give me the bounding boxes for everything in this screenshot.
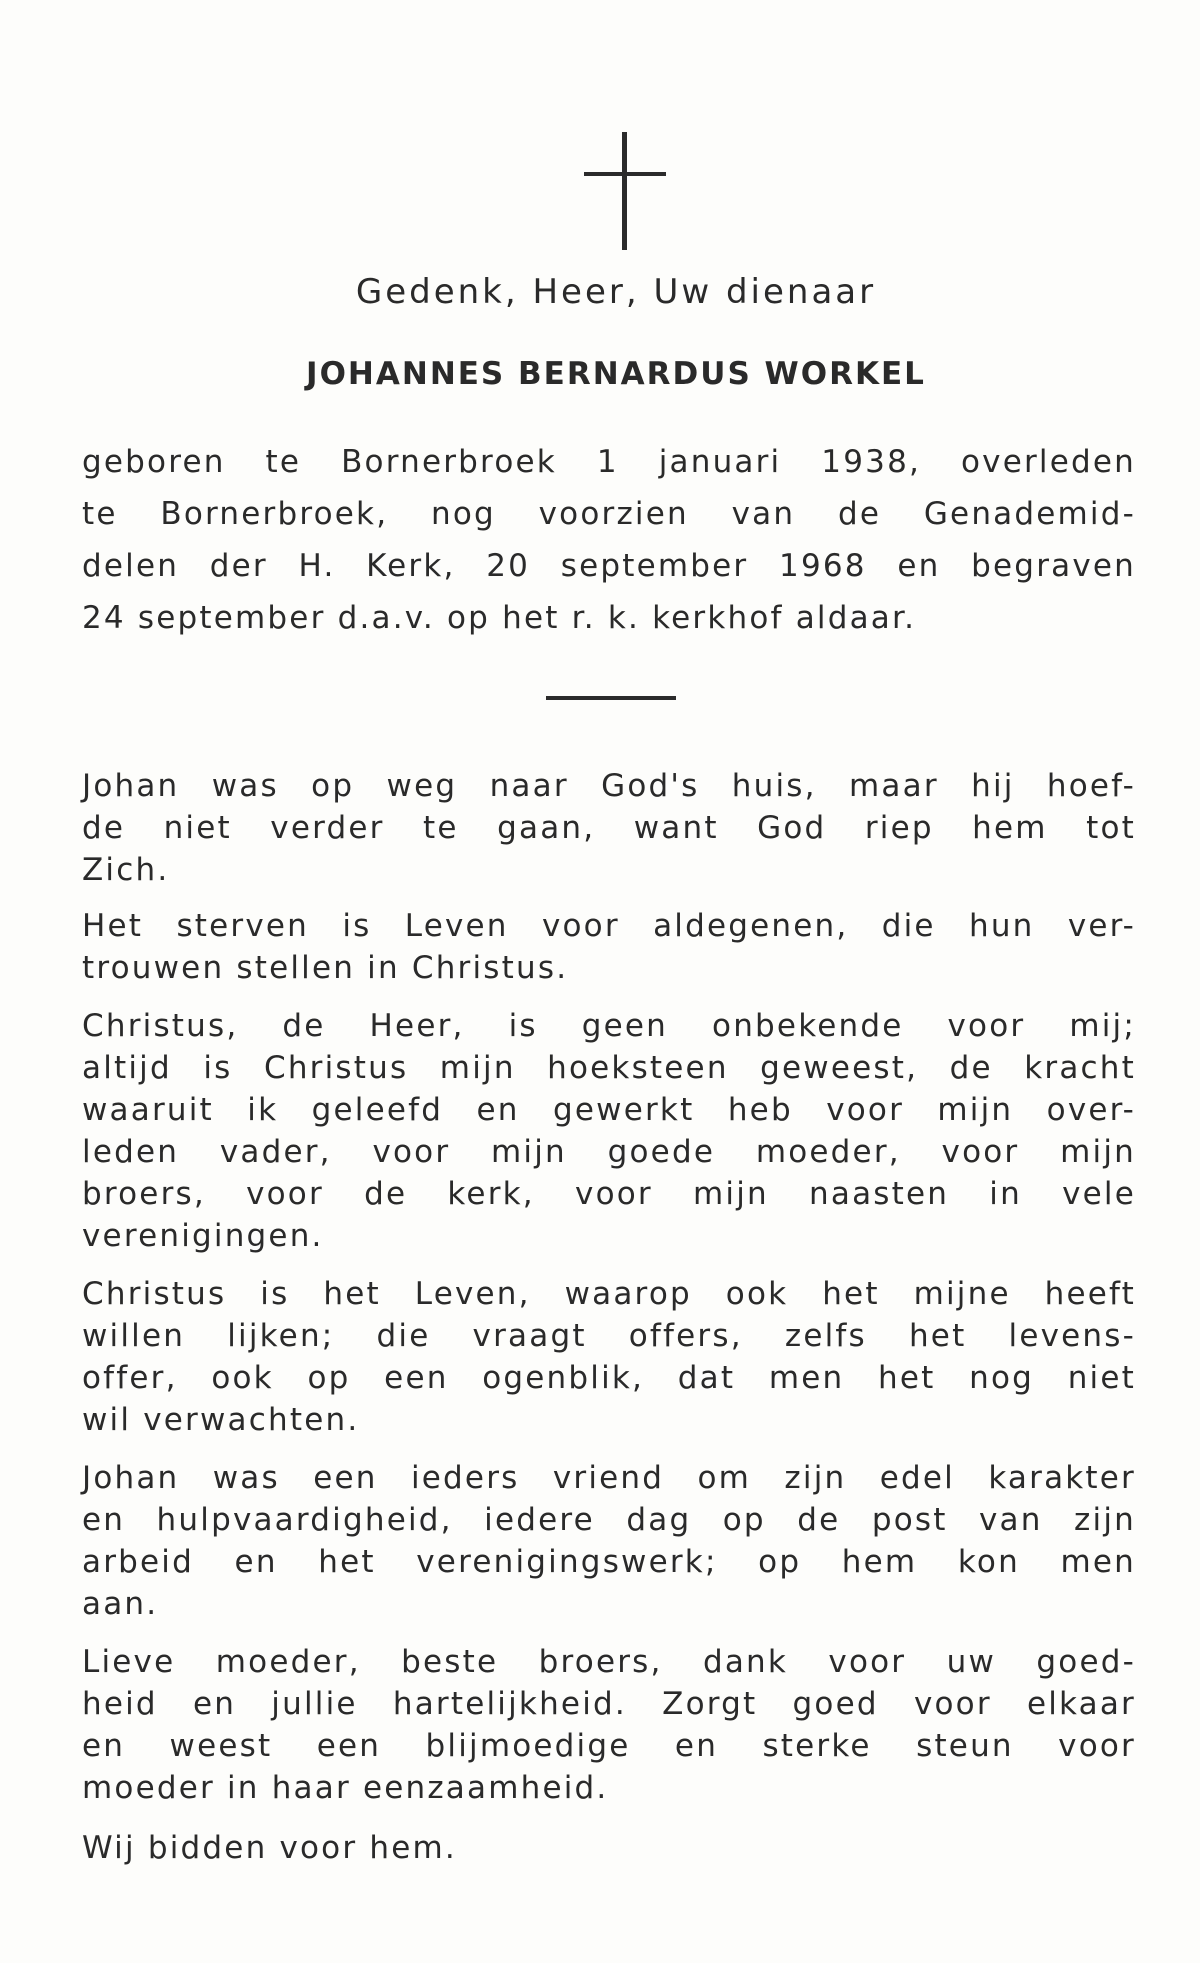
- text-line: altijd is Christus mijn hoeksteen geweest, de kracht: [82, 1050, 1136, 1086]
- text-line: Johan was op weg naar God's huis, maar hij hoef-: [82, 768, 1136, 804]
- text-line: en hulpvaardigheid, iedere dag op de post van zijn: [82, 1502, 1136, 1538]
- text-line: Christus is het Leven, waarop ook het mijne heeft: [82, 1276, 1136, 1312]
- invocation: Gedenk, Heer, Uw dienaar: [355, 272, 877, 312]
- bio-line: 24 september d.a.v. op het r. k. kerkhof aldaar.: [82, 600, 917, 636]
- text-line: Lieve moeder, beste broers, dank voor uw goed-: [82, 1644, 1136, 1680]
- text-line: Christus, de Heer, is geen onbekende voor mij;: [82, 1008, 1136, 1044]
- text-line: willen lijken; die vraagt offers, zelfs het levens-: [82, 1318, 1136, 1354]
- text-line: Het sterven is Leven voor aldegenen, die hun ver-: [82, 908, 1136, 944]
- text-line: Johan was een ieders vriend om zijn edel karakter: [82, 1460, 1136, 1496]
- text-line: leden vader, voor mijn goede moeder, voor mijn: [82, 1134, 1136, 1170]
- text-line: wil verwachten.: [82, 1402, 360, 1438]
- deceased-name: JOHANNES BERNARDUS WORKEL: [306, 356, 926, 392]
- text-line: broers, voor de kerk, voor mijn naasten in vele: [82, 1176, 1136, 1212]
- text-line: trouwen stellen in Christus.: [82, 950, 569, 986]
- text-line: waaruit ik geleefd en gewerkt heb voor mijn over-: [82, 1092, 1136, 1128]
- text-line: en weest een blijmoedige en sterke steun voor: [82, 1728, 1136, 1764]
- text-line: moeder in haar eenzaamheid.: [82, 1770, 609, 1806]
- text-line: Zich.: [82, 852, 170, 888]
- cross-icon: [584, 132, 666, 250]
- bio-line: geboren te Bornerbroek 1 januari 1938, overleden: [82, 444, 1136, 480]
- divider: [546, 696, 676, 700]
- text-line: aan.: [82, 1586, 159, 1622]
- closing-line: Wij bidden voor hem.: [82, 1830, 457, 1866]
- text-line: heid en jullie hartelijkheid. Zorgt goed voor elkaar: [82, 1686, 1136, 1722]
- bio-line: te Bornerbroek, nog voorzien van de Genademid-: [82, 496, 1136, 532]
- text-line: verenigingen.: [82, 1218, 324, 1254]
- text-line: offer, ook op een ogenblik, dat men het nog niet: [82, 1360, 1136, 1396]
- text-line: de niet verder te gaan, want God riep hem tot: [82, 810, 1136, 846]
- bio-line: delen der H. Kerk, 20 september 1968 en begraven: [82, 548, 1136, 584]
- text-line: arbeid en het verenigingswerk; op hem kon men: [82, 1544, 1136, 1580]
